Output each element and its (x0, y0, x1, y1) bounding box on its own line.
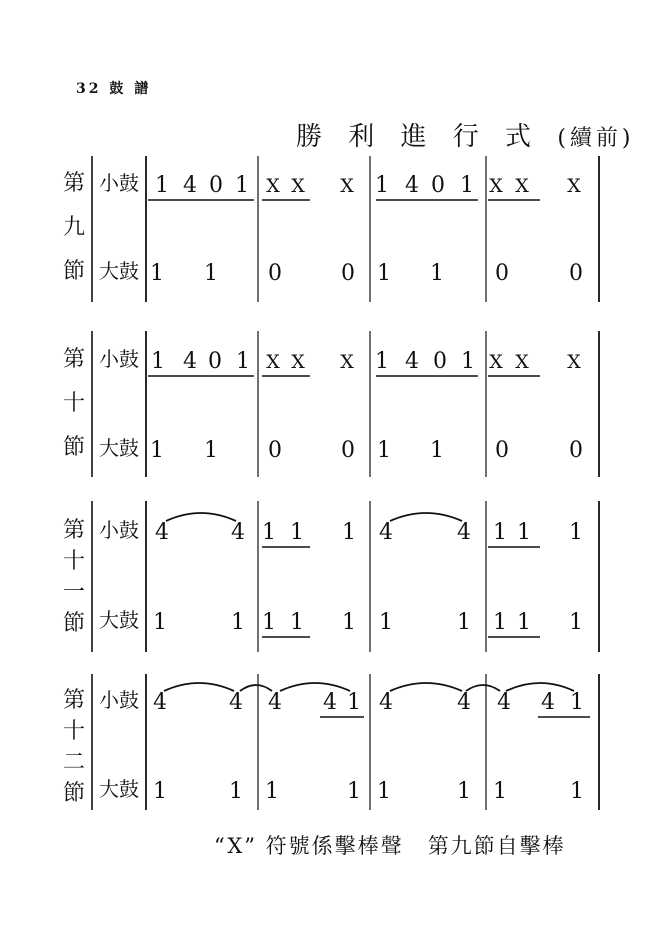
snare-note: X (266, 175, 280, 197)
snare-row-label: 小鼓 (99, 688, 139, 712)
title-continued: (續前) (557, 126, 635, 151)
bass-note: 1 (204, 261, 218, 286)
section-label-char: 十 (62, 391, 86, 416)
snare-note: 1 (342, 520, 356, 545)
bass-note: 1 (517, 610, 531, 635)
bass-note: 1 (377, 438, 391, 463)
snare-note: 1 (461, 349, 475, 374)
snare-note: 1 (375, 173, 389, 198)
tie-arc (166, 513, 236, 521)
bass-note: 1 (457, 779, 471, 804)
snare-note: 4 (183, 173, 197, 198)
snare-note: X (266, 351, 280, 373)
bass-note: 1 (204, 438, 218, 463)
tie-arc (164, 683, 234, 691)
snare-row-label: 小鼓 (99, 171, 139, 195)
section-label-char: 節 (62, 781, 86, 806)
section-label-char: 十 (62, 719, 86, 744)
snare-note: X (515, 351, 529, 373)
section-label-char: 二 (62, 750, 86, 775)
footer-instruction: 第九節自擊棒 (427, 834, 566, 858)
footer-note (214, 830, 566, 860)
snare-row-label: 小鼓 (99, 518, 139, 542)
bass-note: 1 (493, 610, 507, 635)
bass-note: 0 (569, 438, 583, 463)
snare-note: 1 (262, 520, 276, 545)
snare-note: X (340, 175, 354, 197)
bass-note: 1 (262, 610, 276, 635)
tie-arc (466, 685, 500, 691)
snare-note: 4 (457, 690, 471, 715)
bass-note: 1 (377, 261, 391, 286)
snare-note: 4 (155, 520, 169, 545)
bass-note: 1 (347, 779, 361, 804)
snare-note: X (291, 175, 305, 197)
snare-note: 1 (235, 173, 249, 198)
tie-arc (506, 683, 574, 691)
snare-row-label: 小鼓 (99, 347, 139, 371)
snare-note: 4 (405, 173, 419, 198)
snare-note: 4 (268, 690, 282, 715)
tie-arc (280, 683, 350, 691)
bass-note: 1 (377, 779, 391, 804)
bass-note: 0 (569, 261, 583, 286)
snare-note: 0 (433, 349, 447, 374)
snare-note: 1 (236, 349, 250, 374)
bass-note: 0 (341, 261, 355, 286)
section-label-char: 節 (62, 259, 86, 284)
snare-note: X (515, 175, 529, 197)
bass-row-label: 大鼓 (99, 777, 139, 801)
section-label-char: 九 (62, 215, 86, 240)
bass-note: 1 (153, 779, 167, 804)
bass-note: 0 (341, 438, 355, 463)
snare-note: 1 (569, 520, 583, 545)
tie-arc (390, 683, 462, 691)
snare-note: 0 (209, 173, 223, 198)
bass-note: 1 (150, 261, 164, 286)
bass-note: 1 (379, 610, 393, 635)
snare-note: 1 (570, 690, 584, 715)
snare-note: 4 (379, 520, 393, 545)
bass-note: 1 (430, 438, 444, 463)
section-label-char: 第 (62, 347, 86, 372)
bass-note: 1 (342, 610, 356, 635)
snare-note: X (567, 175, 581, 197)
snare-note: 1 (517, 520, 531, 545)
snare-note: 0 (208, 349, 222, 374)
tie-arc (390, 513, 462, 521)
section-label-char: 一 (62, 580, 86, 605)
bass-note: 1 (493, 779, 507, 804)
section-label-char: 第 (62, 518, 86, 543)
page-number: 32 (76, 81, 102, 97)
bass-row-label: 大鼓 (99, 608, 139, 632)
bass-note: 0 (268, 261, 282, 286)
section-label-char: 第 (62, 688, 86, 713)
title-main: 勝 利 進 行 式 (296, 122, 541, 152)
bass-note: 1 (570, 779, 584, 804)
snare-note: 4 (457, 520, 471, 545)
bass-row-label: 大鼓 (99, 259, 139, 283)
bass-note: 1 (231, 610, 245, 635)
snare-note: 1 (151, 349, 165, 374)
snare-note: 1 (493, 520, 507, 545)
snare-note: 1 (347, 690, 361, 715)
snare-note: X (340, 351, 354, 373)
snare-note: 4 (541, 690, 555, 715)
snare-note: X (489, 351, 503, 373)
book-title: 鼓 譜 (109, 81, 152, 97)
snare-note: 1 (375, 349, 389, 374)
bass-note: 1 (229, 779, 243, 804)
snare-note: 4 (379, 690, 393, 715)
snare-note: 4 (405, 349, 419, 374)
bass-note: 0 (495, 261, 509, 286)
snare-note: X (291, 351, 305, 373)
section-label-char: 節 (62, 435, 86, 460)
bass-note: 1 (265, 779, 279, 804)
snare-note: 0 (431, 173, 445, 198)
bass-note: 1 (290, 610, 304, 635)
section-label-char: 節 (62, 611, 86, 636)
bass-note: 0 (268, 438, 282, 463)
section-label-char: 第 (62, 171, 86, 196)
snare-note: 4 (229, 690, 243, 715)
bass-note: 1 (569, 610, 583, 635)
footer-x-note: “X” 符號係擊棒聲 (214, 834, 404, 858)
snare-note: 4 (231, 520, 245, 545)
snare-note: 1 (155, 173, 169, 198)
snare-note: 4 (323, 690, 337, 715)
snare-note: 1 (290, 520, 304, 545)
bass-note: 1 (430, 261, 444, 286)
section-label-char: 十 (62, 549, 86, 574)
snare-note: 1 (460, 173, 474, 198)
bass-row-label: 大鼓 (99, 436, 139, 460)
snare-note: X (567, 351, 581, 373)
bass-note: 1 (457, 610, 471, 635)
bass-note: 1 (153, 610, 167, 635)
snare-note: 4 (497, 690, 511, 715)
snare-note: 4 (153, 690, 167, 715)
snare-note: 4 (183, 349, 197, 374)
bass-note: 0 (495, 438, 509, 463)
bass-note: 1 (150, 438, 164, 463)
snare-note: X (489, 175, 503, 197)
